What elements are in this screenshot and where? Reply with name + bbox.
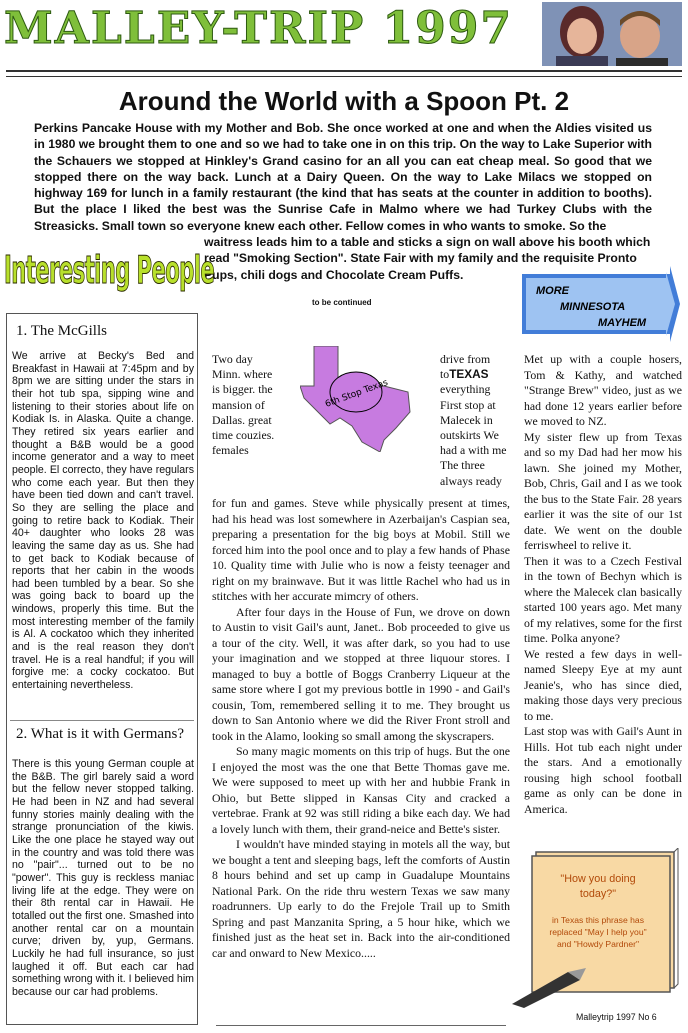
texas-stop-label: 6th Stop Texas — [323, 377, 390, 410]
arrow-line-3: MAYHEM — [598, 317, 647, 329]
texas-intro-right-post: everything First stop at Malecek in outskirts We had a with me The three always ready — [440, 382, 507, 488]
right-paragraph-5: Last stop was with Gail's Aunt in Hills. Hot tub each night under the stars. And a emotionally rousing high school football game as only can be done in America. — [524, 724, 682, 816]
texas-intro-left: Two day Minn. where is bigger. the mansion of Dallas. great time couzies. females — [212, 352, 275, 458]
middle-paragraph-1: for fun and games. Steve while physically present at times, had his head was lost somewhere in Azerbaijan's Caspian sea, preparing a presentation for the big boys at Mobil. Still we forced him into the pool once and to play a few hands of Phase 10. Quality time with Julie who is now a feisty teenager and right on my brainwave. But it was little Rachel who had us in stitches with her accurate mimcry of others. — [212, 496, 510, 603]
texas-intro-right-pre: drive from to — [440, 352, 491, 382]
footer-issue: Malleytrip 1997 No 6 — [576, 1012, 657, 1022]
section-title-mcgills: 1. The McGills — [16, 323, 107, 339]
pencil-icon — [508, 968, 588, 1008]
right-paragraph-4: We rested a few days in well-named Sleepy Eye at my aunt Jeanie's, who has since died, making those days very precious to me. — [524, 646, 682, 723]
texas-map-graphic — [300, 346, 412, 452]
section-title-germans: 2. What is it with Germans? — [16, 726, 185, 742]
note-text — [544, 872, 652, 950]
to-be-continued: to be continued — [312, 298, 372, 307]
article-headline: Around the World with a Spoon Pt. 2 — [118, 86, 570, 116]
more-minnesota-mayhem-arrow — [520, 266, 680, 342]
texas-word: TEXAS — [449, 367, 489, 382]
arrow-line-2: MINNESOTA — [560, 301, 626, 313]
couple-photo-image — [542, 2, 682, 66]
germans-text: There is this young German couple at the B&B. The girl barely said a word but the fellow never stopped talking. He had been in NZ and had several funny stories mainly dealing with the strange pronunciation of the kiwis. Like the one place he stayed way out in the country and was told there was no "pair"... turned out to be no "power". This guy is reckless maniac living life at the edge. They were on their 8th rental car in Hawaii. He totalled out the first one. Smashed into another rental car on a mountain curve; driven by, yup, Germans. Luckily he had full insurance, so just laughed it off. But each car had something wrong with it. I believed him because our car had problems. — [12, 758, 194, 998]
right-paragraph-1: Met up with a couple hosers, Tom & Kathy, and watched "Strange Brew" video, just as we had done 12 years earlier before we moved to NZ. — [524, 352, 682, 428]
intro-paragraph: Perkins Pancake House with my Mother and Bob. She once worked at one and when the Aldies visited us in 1980 we brought them to one and so we had to take one in on this trip. On the way to Lake Superior with the Schauers we stopped at Hinkley's Grand casino for an all you can eat cheap meal. So good that we stopped there on the way back. Lunch at a Dairy Queen. On the way to Lake Milacs we stopped on highway 169 for lunch in a family restaurant (the kind that has seats at the counter in addition to booths). But the place I liked the best was the Sunrise Cafe in Malmo where we had Turkey Clubs with the Streasicks. Small town so everyone knew each other. Fellow comes in who wants to smoke. So the — [34, 121, 652, 233]
interesting-people-title: Interesting People — [4, 248, 215, 292]
arrow-line-1: MORE — [536, 285, 569, 297]
arrow-icon — [520, 266, 680, 342]
middle-paragraph-4: I wouldn't have minded staying in motels all the way, but we bought a tent and sleeping bags, left the comforts of Austin 8 hours behind and set up camp in Guadalupe Mountains National Park. On the ride thru western Texas we saw many roadrunners. Up early to do the Frejole Trail up to Smith Spring and past Manzanita Spring, a 5 hour hike, which we finished just as the heat set in. Back into the air-conditioned car and onward to New Mexico..... — [212, 837, 510, 960]
masthead-rule — [6, 70, 682, 77]
note-body: in Texas this phrase has replaced "May I help you" and "Howdy Pardner" — [549, 915, 647, 949]
pencil-graphic — [508, 968, 588, 1008]
middle-column — [212, 496, 510, 961]
intro-continuation: waitress leads him to a table and sticks a sign on wall above his booth which read "Smoking Section". State Fair with my family and the requisite Pronto Pups, chili dogs and Chocolate Cream Puffs. — [204, 235, 651, 282]
right-paragraph-3: Then it was to a Czech Festival in the town of Bechyn which is where the Malecek clan basically started 100 years ago. Met many of my relatives, some for the first time. Polka anyone? — [524, 553, 682, 645]
note-quote: "How you doing today?" — [560, 873, 636, 900]
texas-intro-right — [440, 352, 510, 489]
couple-photo — [542, 2, 682, 66]
middle-paragraph-3: So many magic moments on this trip of hugs. But the one I enjoyed the most was the one that Bette Thomas gave me. We were supposed to meet up with her and hubbie Frank in Ohio, but Bette slipped in Kansas City and cracked a vertebrae. Frank at 92 was still riding a bike each day. We had a lovely lunch with them, their grand-neice and Bette's sister. — [212, 744, 510, 836]
bottom-rule — [216, 1025, 506, 1026]
masthead-title: MALLEY-TRIP 1997 — [4, 3, 513, 54]
texas-map-icon — [300, 346, 412, 452]
mcgills-text: We arrive at Becky's Bed and Breakfast in Hawaii at 7:45pm and by 8pm we are sitting under the stars in their hot tub spa, sipping wine and listening to their stories about life on Kodiak Is. in Alaska. Quite a change. They retired six years earlier and thought a B&B would be a good income generator and a way to meet people. El correcto, they have regulars who come each year. But then they have been tied down and can't travel. So they are selling the place and going to retire back to Kodiak. Their 40+ daughter who looks 28 was leaving the same day as us. She had to get back to Kodiak because of reports that her cabin in the woods had been tumbled by a bear. So she was going back to board up the windows, properly this time. But the most interesting member of the family is Al. A cockatoo which they inherited and is the real reason they don't travel. He is a real handful; if you will forgive me: a cocky cockatoo. But entertaining nevertheless. — [12, 350, 194, 692]
section-divider — [10, 720, 194, 721]
middle-paragraph-2: After four days in the House of Fun, we drove on down to Austin to visit Gail's aunt, Janet.. Bob proceeded to give us a tour of the city. Well, it was after dark, so you had to use your imagination and we stopped at three liquour stores. I managed to buy a bottle of Boggs Cranberry Liqueur at the same store where I got my previous bottle in 1990 - and Gail's cousin, Tom, remembered selling it to me. They brought us down to San Antonio where we did the River Front stroll and took in the Alamo, looking so small among the skyscrapers. — [212, 604, 510, 743]
right-paragraph-2: My sister flew up from Texas and so my Dad had her mow his lawn. She joined my Mother, Bob, Chris, Gail and I as we took the bus to the State Fair. 28 years earlier it was the site of our 1st date. We went on the double ferriswheel to relive it. — [524, 429, 682, 552]
right-column — [524, 352, 682, 817]
